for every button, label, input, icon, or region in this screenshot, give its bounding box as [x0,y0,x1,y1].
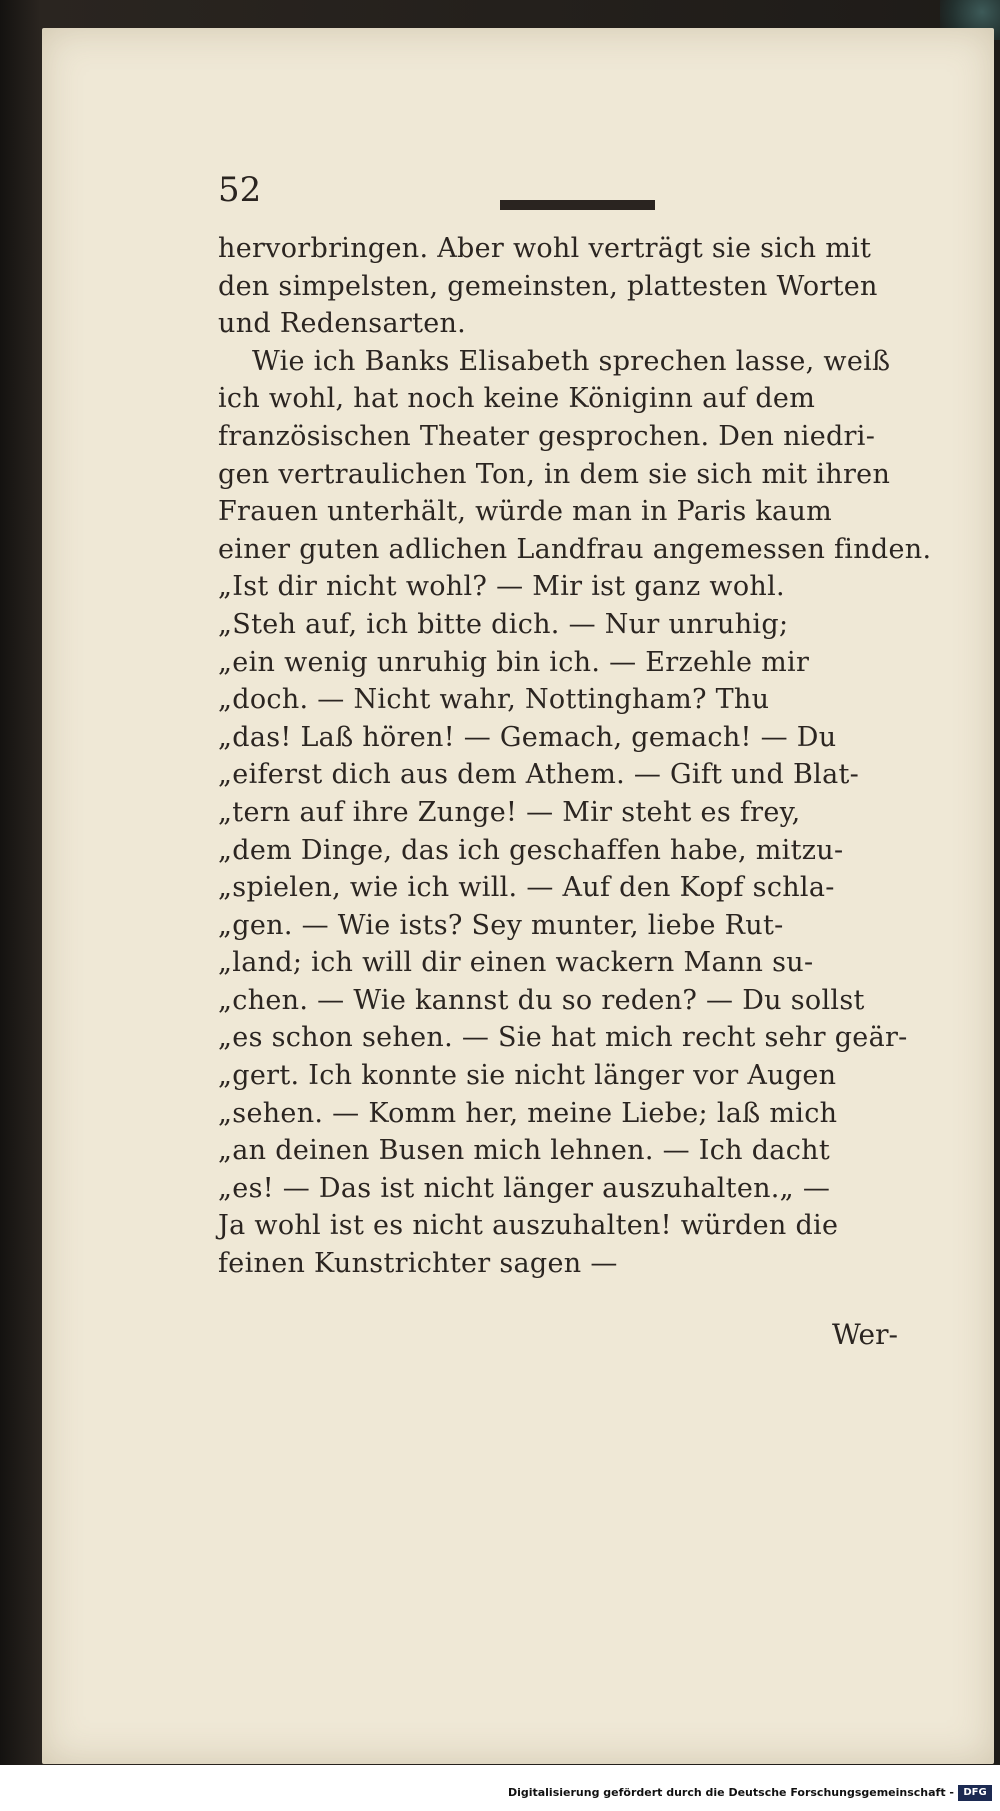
text-line: „es schon sehen. — Sie hat mich recht sehr geär- [218,1022,908,1054]
text-line: „an deinen Busen mich lehnen. — Ich dacht [218,1135,830,1167]
text-line: französischen Theater gesprochen. Den niedri- [218,420,876,452]
text-line: „eiferst dich aus dem Athem. — Gift und Blat- [218,759,860,791]
page-text [218,230,932,1283]
text-line: „dem Dinge, das ich geschaffen habe, mitzu- [218,834,844,866]
text-line: „sehen. — Komm her, meine Liebe; laß mich [218,1097,838,1129]
text-line: und Redensarten. [218,308,467,340]
text-line: ich wohl, hat noch keine Königinn auf dem [218,383,816,415]
text-line: einer guten adlichen Landfrau angemessen finden. [218,533,932,565]
text-line: „es! — Das ist nicht länger auszuhalten.„ — [218,1172,831,1204]
catchword: Wer- [832,1318,898,1351]
text-line: „land; ich will dir einen wackern Mann su- [218,947,814,979]
text-line: feinen Kunstrichter sagen — [218,1248,618,1280]
text-line: gen vertraulichen Ton, in dem sie sich mit ihren [218,458,891,490]
text-line: „tern auf ihre Zunge! — Mir steht es frey, [218,796,801,828]
text-line: Frauen unterhält, würde man in Paris kaum [218,496,833,528]
text-line: „das! Laß hören! — Gemach, gemach! — Du [218,721,837,753]
page-number: 52 [218,170,262,210]
text-line: „chen. — Wie kannst du so reden? — Du sollst [218,984,865,1016]
text-line: „spielen, wie ich will. — Auf den Kopf schla- [218,872,835,904]
footer-bar [0,1765,1000,1811]
text-line: „gert. Ich konnte sie nicht länger vor Augen [218,1060,837,1092]
text-line: den simpelsten, gemeinsten, plattesten Worten [218,270,878,302]
text-line: „ein wenig unruhig bin ich. — Erzehle mir [218,646,810,678]
footer-credit: Digitalisierung gefördert durch die Deutsche Forschungsgemeinschaft - [507,1786,954,1799]
text-line: Wie ich Banks Elisabeth sprechen lasse, weiß [252,345,891,377]
dfg-logo: DFG [958,1785,992,1801]
text-line: hervorbringen. Aber wohl verträgt sie sich mit [218,233,872,264]
text-line: „Ist dir nicht wohl? — Mir ist ganz wohl. [218,571,785,603]
text-line: „gen. — Wie ists? Sey munter, liebe Rut- [218,909,784,941]
text-line: „doch. — Nicht wahr, Nottingham? Thu [218,684,770,716]
text-line: Ja wohl ist es nicht auszuhalten! würden die [218,1210,839,1242]
text-line: „Steh auf, ich bitte dich. — Nur unruhig; [218,608,789,640]
header-rule [500,200,655,210]
